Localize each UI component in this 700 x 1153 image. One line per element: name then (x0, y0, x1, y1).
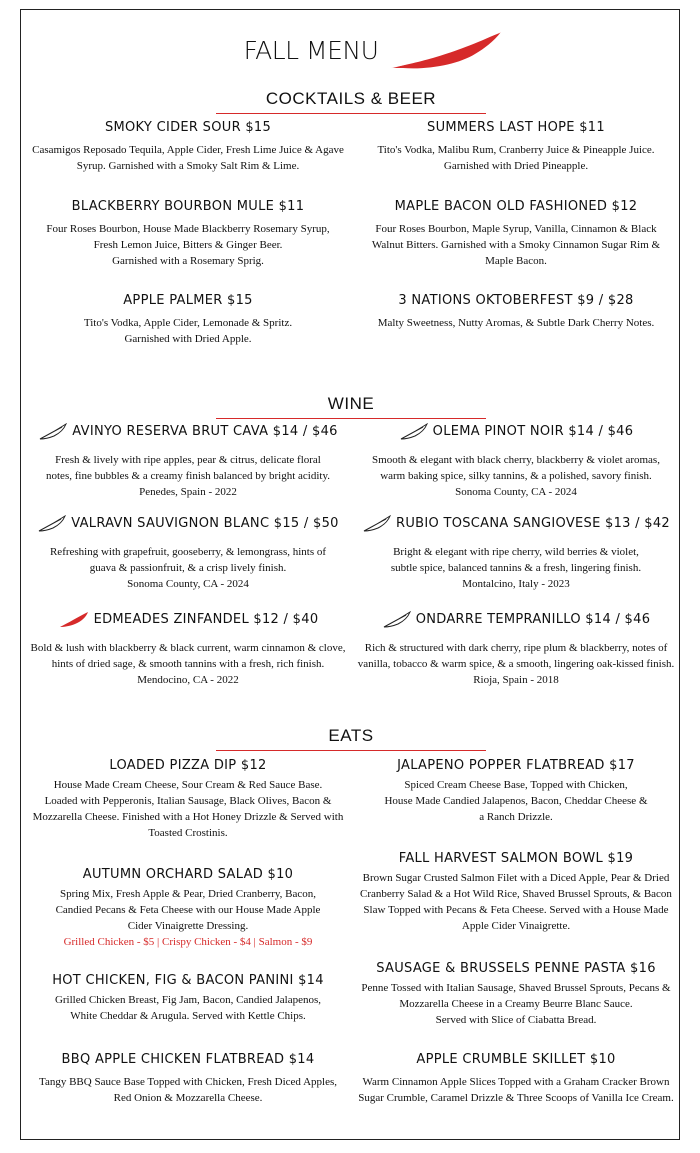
menu-item (351, 611, 681, 688)
menu-item (351, 851, 681, 934)
item-title: SUMMERS LAST HOPE $11 (427, 120, 605, 135)
menu-item (23, 120, 353, 174)
menu-item (23, 973, 353, 1024)
feather-outline-icon (382, 611, 412, 629)
item-description: Four Roses Bourbon, Maple Syrup, Vanilla, Cinnamon & Black Walnut Bitters. Garnished with a Smoky Cinnamon Sugar Rim & Maple Bacon. (371, 223, 661, 267)
item-title: LOADED PIZZA DIP $12 (109, 758, 267, 773)
menu-item (23, 515, 353, 592)
menu-item (23, 199, 353, 269)
item-title: HOT CHICKEN, FIG & BACON PANINI $14 (52, 973, 324, 988)
item-title: ONDARRE TEMPRANILLO $14 / $46 (351, 611, 681, 634)
menu-frame (20, 9, 680, 1140)
menu-item (23, 1052, 353, 1106)
item-description: Tito's Vodka, Malibu Rum, Cranberry Juice & Pineapple Juice. Garnished with Dried Pineapple. (377, 144, 655, 172)
section-heading-text: WINE (327, 394, 375, 413)
menu-title-text: FALL MENU (243, 36, 379, 65)
item-title: RUBIO TOSCANA SANGIOVESE $13 / $42 (351, 515, 681, 538)
item-description: Brown Sugar Crusted Salmon Filet with a Diced Apple, Pear & Dried Cranberry Salad & a Hot Wild Rice, Shaved Brussel Sprouts, & Bacon Slaw Topped with Pecans & Feta Cheese. Served with a House Made Apple Cider Vinaigrette. (360, 872, 672, 932)
item-description: Warm Cinnamon Apple Slices Topped with a Graham Cracker Brown Sugar Crumble, Caramel Drizzle & Three Scoops of Vanilla Ice Cream. (358, 1076, 674, 1104)
item-title: JALAPENO POPPER FLATBREAD $17 (397, 758, 635, 773)
item-description: House Made Cream Cheese, Sour Cream & Red Sauce Base. Loaded with Pepperonis, Italian Sausage, Black Olives, Bacon & Mozzarella Cheese. Finished with a Hot Honey Drizzle & Served with Toasted Crostinis. (32, 779, 344, 839)
item-title: VALRAVN SAUVIGNON BLANC $15 / $50 (23, 515, 353, 538)
item-title: APPLE CRUMBLE SKILLET $10 (416, 1052, 616, 1067)
item-description: Spring Mix, Fresh Apple & Pear, Dried Cranberry, Bacon, Candied Pecans & Feta Cheese with our House Made Apple Cider Vinaigrette Dressing. (55, 888, 321, 932)
item-title: SMOKY CIDER SOUR $15 (104, 120, 272, 135)
menu-item (351, 293, 681, 331)
feather-outline-icon (399, 423, 429, 441)
menu-item (351, 758, 681, 825)
menu-item (23, 423, 353, 500)
feather-outline-icon (38, 423, 68, 441)
menu-item (351, 423, 681, 500)
item-description: Four Roses Bourbon, House Made Blackberry Rosemary Syrup, Fresh Lemon Juice, Bitters & Ginger Beer. Garnished with a Rosemary Sprig. (46, 223, 330, 267)
item-description: Spiced Cream Cheese Base, Topped with Chicken, House Made Candied Jalapenos, Bacon, Cheddar Cheese & a Ranch Drizzle. (384, 779, 648, 823)
section-heading-text: EATS (328, 726, 374, 745)
item-description: Refreshing with grapefruit, gooseberry, & lemongrass, hints of guava & passionfruit, & a crisp lively finish. Sonoma County, CA - 2024 (49, 546, 327, 590)
section-heading-text: COCKTAILS & BEER (265, 89, 437, 108)
item-title: SAUSAGE & BRUSSELS PENNE PASTA $16 (376, 961, 656, 976)
item-title: BLACKBERRY BOURBON MULE $11 (71, 199, 305, 214)
section-heading-eats (216, 726, 486, 746)
add-protein-options: Grilled Chicken - $5 | Crispy Chicken - $4 | Salmon - $9 (63, 936, 313, 948)
item-title: MAPLE BACON OLD FASHIONED $12 (394, 199, 638, 214)
item-description: Tangy BBQ Sauce Base Topped with Chicken, Fresh Diced Apples, Red Onion & Mozzarella Cheese. (39, 1076, 337, 1104)
item-title: EDMEADES ZINFANDEL $12 / $40 (23, 611, 353, 634)
item-description: Bright & elegant with ripe cherry, wild berries & violet, subtle spice, balanced tannins & a fresh, lingering finish. Montalcino, Italy - 2023 (390, 546, 642, 590)
menu-item (23, 293, 353, 347)
red-feather-icon (389, 28, 509, 72)
item-title: FALL HARVEST SALMON BOWL $19 (398, 851, 634, 866)
item-title: BBQ APPLE CHICKEN FLATBREAD $14 (61, 1052, 315, 1067)
item-title: 3 NATIONS OKTOBERFEST $9 / $28 (398, 293, 634, 308)
item-description: Tito's Vodka, Apple Cider, Lemonade & Spritz. Garnished with Dried Apple. (83, 317, 293, 345)
item-description: Rich & structured with dark cherry, ripe plum & blackberry, notes of vanilla, tobacco & warm spice, & a smooth, lingering oak-kissed finish. Rioja, Spain - 2018 (357, 642, 675, 686)
item-description: Penne Tossed with Italian Sausage, Shaved Brussel Sprouts, Pecans & Mozzarella Cheese in a Creamy Beurre Blanc Sauce. Served with Slice of Ciabatta Bread. (361, 982, 671, 1026)
item-description: Bold & lush with blackberry & black current, warm cinnamon & clove, hints of dried sage, & smooth tannins with a fresh, rich finish. Mendocino, CA - 2022 (30, 642, 346, 686)
menu-item (23, 611, 353, 688)
item-title: OLEMA PINOT NOIR $14 / $46 (351, 423, 681, 446)
item-description: Fresh & lively with ripe apples, pear & citrus, delicate floral notes, fine bubbles & a creamy finish balanced by bright acidity. Penedes, Spain - 2022 (46, 454, 330, 498)
section-heading-wine (216, 394, 486, 414)
item-description: Malty Sweetness, Nutty Aromas, & Subtle Dark Cherry Notes. (377, 317, 655, 329)
menu-item (351, 1052, 681, 1106)
item-description: Grilled Chicken Breast, Fig Jam, Bacon, Candied Jalapenos, White Cheddar & Arugula. Served with Kettle Chips. (54, 994, 322, 1022)
item-title: AUTUMN ORCHARD SALAD $10 (82, 867, 294, 882)
menu-item (351, 961, 681, 1028)
item-description: Casamigos Reposado Tequila, Apple Cider, Fresh Lime Juice & Agave Syrup. Garnished with a Smoky Salt Rim & Lime. (32, 144, 344, 172)
feather-outline-icon (362, 515, 392, 533)
section-rule (216, 750, 486, 752)
menu-item (23, 867, 353, 950)
item-title: APPLE PALMER $15 (123, 293, 253, 308)
section-rule (216, 418, 486, 420)
section-heading-cocktails (216, 89, 486, 109)
section-rule (216, 113, 486, 115)
item-description: Smooth & elegant with black cherry, blackberry & violet aromas, warm baking spice, silky tannins, & a polished, savory finish. Sonoma County, CA - 2024 (372, 454, 660, 498)
item-title: AVINYO RESERVA BRUT CAVA $14 / $46 (23, 423, 353, 446)
feather-red-icon (58, 611, 90, 629)
menu-item (351, 199, 681, 269)
menu-item (23, 758, 353, 841)
menu-item (351, 120, 681, 174)
menu-item (351, 515, 681, 592)
menu-title (21, 36, 681, 65)
feather-outline-icon (37, 515, 67, 533)
